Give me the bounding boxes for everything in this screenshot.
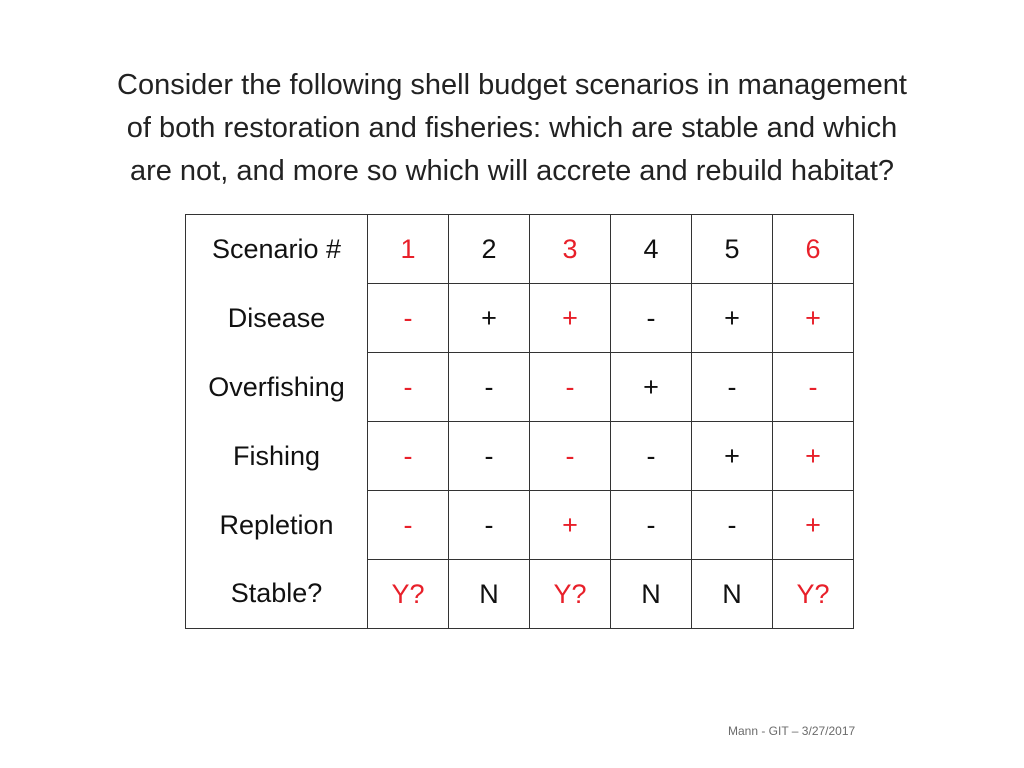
table-cell: N xyxy=(692,560,773,629)
title-line: are not, and more so which will accrete and rebuild habitat? xyxy=(129,155,895,187)
table-cell: - xyxy=(449,353,530,422)
table-cell: - xyxy=(368,284,449,353)
table-cell: Y? xyxy=(773,560,854,629)
table-cell: + xyxy=(449,284,530,353)
row-label: Overfishing xyxy=(186,353,368,422)
table-row xyxy=(186,284,854,353)
table-cell: 5 xyxy=(692,215,773,284)
table-cell: 1 xyxy=(368,215,449,284)
table-row xyxy=(186,353,854,422)
table-cell: + xyxy=(530,284,611,353)
table-cell: Y? xyxy=(530,560,611,629)
row-label: Stable? xyxy=(186,560,368,629)
title-line: of both restoration and fisheries: which are stable and which xyxy=(126,112,898,144)
table-cell: - xyxy=(611,491,692,560)
table-cell: N xyxy=(449,560,530,629)
row-label: Fishing xyxy=(186,422,368,491)
table-cell: - xyxy=(530,422,611,491)
table-cell: 2 xyxy=(449,215,530,284)
table-row xyxy=(186,215,854,284)
row-label: Repletion xyxy=(186,491,368,560)
scenario-table xyxy=(185,214,854,629)
table-cell: - xyxy=(530,353,611,422)
table-row xyxy=(186,560,854,629)
table-cell: + xyxy=(692,422,773,491)
table-cell: + xyxy=(692,284,773,353)
table-cell: + xyxy=(773,491,854,560)
slide-footer: Mann - GIT – 3/27/2017 xyxy=(728,724,856,738)
table-cell: - xyxy=(692,491,773,560)
table-cell: Y? xyxy=(368,560,449,629)
table-cell: 4 xyxy=(611,215,692,284)
table-cell: - xyxy=(368,422,449,491)
table-cell: - xyxy=(692,353,773,422)
table-cell: - xyxy=(449,422,530,491)
table-row xyxy=(186,491,854,560)
table-cell: + xyxy=(530,491,611,560)
row-label: Disease xyxy=(186,284,368,353)
table-cell: - xyxy=(449,491,530,560)
table-cell: 6 xyxy=(773,215,854,284)
table-cell: + xyxy=(773,284,854,353)
title-line: Consider the following shell budget scenarios in management xyxy=(117,69,907,101)
row-label: Scenario # xyxy=(186,215,368,284)
table-cell: - xyxy=(611,422,692,491)
slide-title xyxy=(40,64,984,193)
table-cell: - xyxy=(368,353,449,422)
table-cell: - xyxy=(611,284,692,353)
table-row xyxy=(186,422,854,491)
table-cell: + xyxy=(773,422,854,491)
table-cell: 3 xyxy=(530,215,611,284)
table-cell: - xyxy=(368,491,449,560)
table-cell: + xyxy=(611,353,692,422)
table-cell: - xyxy=(773,353,854,422)
table-cell: N xyxy=(611,560,692,629)
